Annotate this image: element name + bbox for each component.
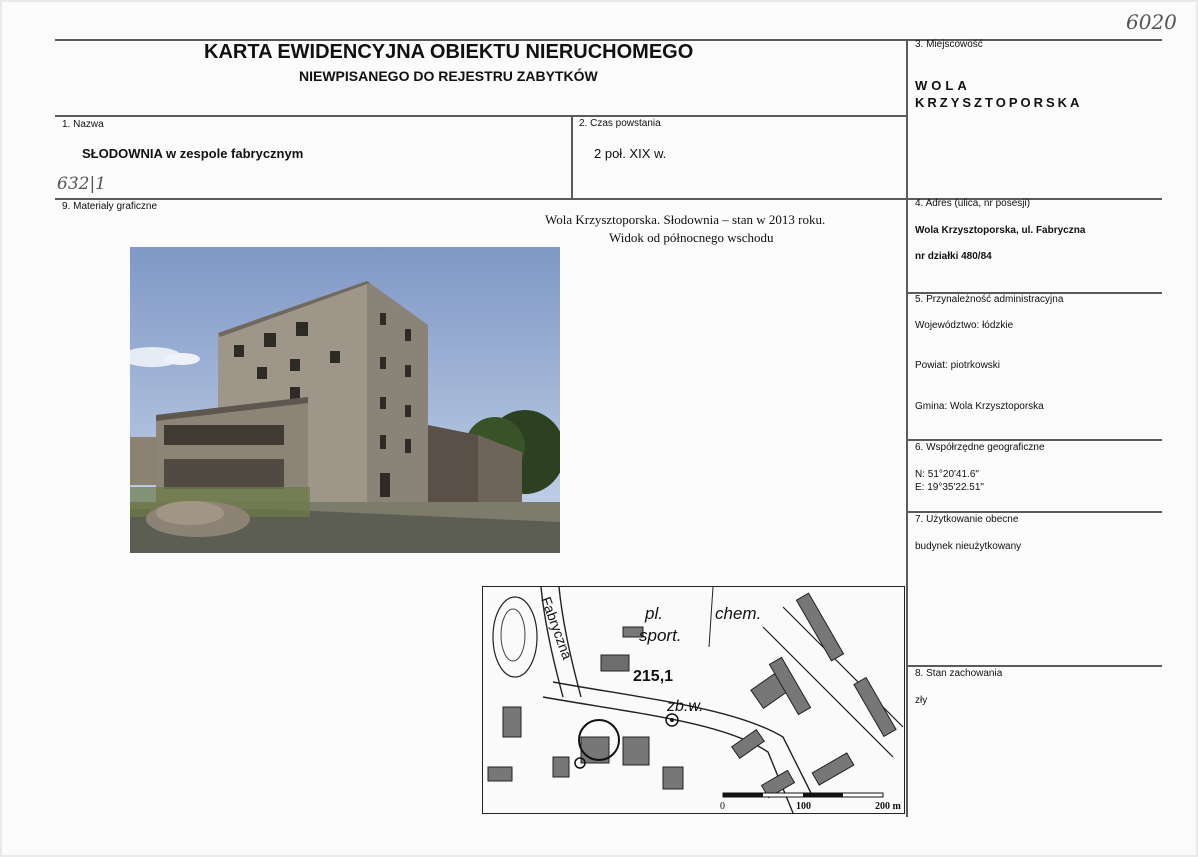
- map-elevation-label: 215,1: [633, 668, 674, 685]
- admin-commune: Gmina: Wola Krzysztoporska: [915, 401, 1044, 412]
- rule-6: [907, 439, 1162, 441]
- photo-caption-line2: Widok od północnego wschodu: [609, 230, 774, 245]
- name-label: 1. Nazwa: [62, 119, 104, 130]
- condition-label: 8. Stan zachowania: [915, 668, 1003, 679]
- rule-7: [907, 511, 1162, 513]
- photo-caption-line1: Wola Krzysztoporska. Słodownia – stan w 2013 roku.: [545, 212, 826, 227]
- handwritten-reference: 632|1: [57, 174, 106, 194]
- handwritten-record-number: 6020: [1126, 10, 1177, 34]
- map-scale-200: 200 m: [875, 801, 901, 812]
- use-label: 7. Użytkowanie obecne: [915, 514, 1019, 525]
- map-street-label: Fabryczna: [538, 594, 576, 662]
- map-label-sport: sport.: [639, 626, 682, 645]
- coords-north: N: 51°20'41.6": [915, 469, 979, 480]
- locality-value-2: KRZYSZTOPORSKA: [915, 95, 1083, 110]
- admin-voivodeship: Województwo: łódzkie: [915, 320, 1014, 331]
- map-scale-0: 0: [720, 801, 725, 812]
- graphics-label: 9. Materiały graficzne: [62, 201, 158, 212]
- period-label: 2. Czas powstania: [579, 118, 661, 129]
- condition-value: zły: [915, 695, 928, 706]
- header-bottom-rule: [55, 115, 907, 117]
- map-label-pl: pl.: [645, 604, 663, 623]
- locality-label: 3. Miejscowość: [915, 39, 983, 50]
- card-title: KARTA EWIDENCYJNA OBIEKTU NIERUCHOMEGO: [204, 41, 694, 63]
- map-label-chem: chem.: [715, 604, 762, 623]
- admin-label: 5. Przynależność administracyjna: [915, 294, 1064, 305]
- card-subtitle: NIEWPISANEGO DO REJESTRU ZABYTKÓW: [299, 68, 598, 84]
- name-value: SŁODOWNIA w zespole fabrycznym: [82, 146, 304, 161]
- location-map: [482, 586, 905, 814]
- name-period-divider: [571, 115, 573, 199]
- address-value-2: nr działki 480/84: [915, 251, 992, 262]
- address-label: 4. Adres (ulica, nr posesji): [915, 198, 1031, 209]
- coords-label: 6. Współrzędne geograficzne: [915, 442, 1045, 453]
- map-label-zbw: zb.w.: [667, 698, 704, 715]
- rule-8: [907, 665, 1162, 667]
- period-value: 2 poł. XIX w.: [594, 146, 667, 161]
- malthouse-photo: [130, 247, 560, 553]
- right-column-divider: [906, 39, 908, 817]
- locality-value-1: WOLA: [915, 78, 971, 93]
- map-scale-100: 100: [796, 801, 811, 812]
- use-value: budynek nieużytkowany: [915, 541, 1022, 552]
- coords-east: E: 19°35'22.51": [915, 482, 984, 493]
- record-card: [2, 2, 1196, 855]
- address-value-1: Wola Krzysztoporska, ul. Fabryczna: [915, 225, 1086, 236]
- admin-county: Powiat: piotrkowski: [915, 360, 1001, 371]
